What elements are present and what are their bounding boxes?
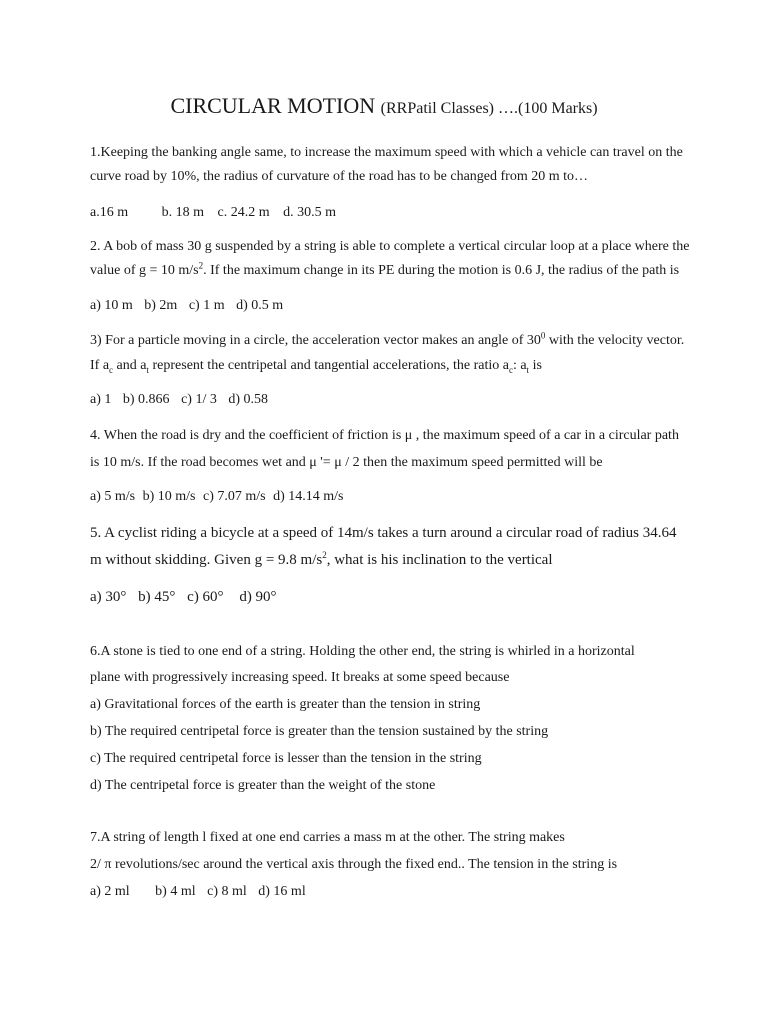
q4-line-2: is 10 m/s. If the road becomes wet and μ '= μ / 2 then the maximum speed permitted will be: [90, 455, 603, 470]
q5-option-c: c) 60°: [187, 589, 224, 605]
q3-options: [90, 391, 268, 409]
q1-option-a: a.16 m: [90, 205, 129, 220]
q5-line-2: m without skidding. Given g = 9.8 $m/s^2$, what is his inclination to the vertical: [90, 550, 553, 568]
q4-option-c: c) 7.07 m/s: [203, 489, 266, 504]
q6-option-d: d) The centripetal force is greater than the weight of the stone: [90, 778, 436, 793]
q3-option-b: b) 0.866: [122, 392, 170, 407]
q1-option-c: c. 24.2 m: [217, 205, 270, 220]
q2-option-b: b) 2m: [144, 298, 178, 313]
q7-options: [90, 883, 306, 901]
q3-line-1: 3) For a particle moving in a circle, the acceleration vector makes an angle of $30^0$ with the velocity vector.: [90, 330, 685, 348]
q4-option-a: a) 5 m/s: [90, 489, 136, 504]
q4-options: [90, 488, 344, 506]
q2-line-1: 2. A bob of mass 30 g suspended by a string is able to complete a vertical circular loop at a place where the: [90, 239, 690, 254]
title-marks: ….(100 Marks): [494, 100, 598, 117]
q3-option-d: d) 0.58: [228, 392, 268, 407]
q7-line-1: 7.A string of length l fixed at one end carries a mass m at the other. The string makes: [90, 830, 565, 845]
q6-line-1: 6.A stone is tied to one end of a string. Holding the other end, the string is whirled in a horizontal: [90, 644, 635, 659]
q4-option-d: d) 14.14 m/s: [273, 489, 344, 504]
q3-option-a: a) 1: [90, 392, 112, 407]
q3-option-c: c) 1/ 3: [181, 392, 217, 407]
q7-option-a: a) 2 ml: [90, 884, 130, 899]
q2-superscript: 2: [198, 260, 204, 271]
q7-option-b: b) 4 ml: [155, 884, 196, 899]
q7-option-c: c) 8 ml: [207, 884, 247, 899]
title-institute: (RRPatil Classes): [380, 100, 495, 117]
q7-option-d: d) 16 ml: [258, 884, 306, 899]
q2-option-d: d) 0.5 m: [236, 298, 284, 313]
q6-option-c: c) The required centripetal force is lesser than the tension in the string: [90, 751, 482, 766]
q3-line-2: If $a_c$ and $a_t$ represent the centripetal and tangential accelerations, the ratio $a_c$: $a_t$ is: [90, 358, 542, 375]
q7-line-2: 2/ π revolutions/sec around the vertical axis through the fixed end.. The tension in the string is: [90, 857, 618, 872]
q2-options: [90, 297, 283, 315]
page-title: [0, 92, 768, 123]
q3-sub-c: c: [109, 364, 114, 375]
q3-sub-t: t: [146, 364, 149, 375]
q2-line-2: value of g = 10 $m/s^2$. If the maximum change in its PE during the motion is 0.6 J, the radius of the path is: [90, 260, 680, 278]
q5-option-b: b) 45°: [138, 589, 176, 605]
q1-options: [90, 204, 336, 222]
q5-superscript: 2: [322, 550, 327, 560]
q5-line-1: 5. A cyclist riding a bicycle at a speed of 14m/s takes a turn around a circular road of radius 34.64: [90, 525, 677, 541]
q5-option-a: a) 30°: [90, 589, 127, 605]
q6-option-b: b) The required centripetal force is greater than the tension sustained by the string: [90, 724, 549, 739]
q5-options: [90, 588, 277, 606]
q1-option-d: d. 30.5 m: [283, 205, 336, 220]
q4-line-1: 4. When the road is dry and the coefficient of friction is μ , the maximum speed of a car in a circular path: [90, 428, 679, 443]
q4-option-b: b) 10 m/s: [142, 489, 196, 504]
q1-line-2: curve road by 10%, the radius of curvature of the road has to be changed from 20 m to…: [90, 169, 589, 184]
q1-option-b: b. 18 m: [161, 205, 204, 220]
q3-superscript: 0: [540, 330, 546, 341]
q6-option-a: a) Gravitational forces of the earth is greater than the tension in string: [90, 697, 481, 712]
q2-option-c: c) 1 m: [188, 298, 225, 313]
q6-line-2: plane with progressively increasing speed. It breaks at some speed because: [90, 670, 510, 685]
q2-option-a: a) 10 m: [90, 298, 133, 313]
q1-line-1: 1.Keeping the banking angle same, to increase the maximum speed with which a vehicle can travel on the: [90, 145, 683, 160]
title-main: CIRCULAR MOTION: [170, 93, 376, 118]
q5-option-d: d) 90°: [239, 589, 277, 605]
